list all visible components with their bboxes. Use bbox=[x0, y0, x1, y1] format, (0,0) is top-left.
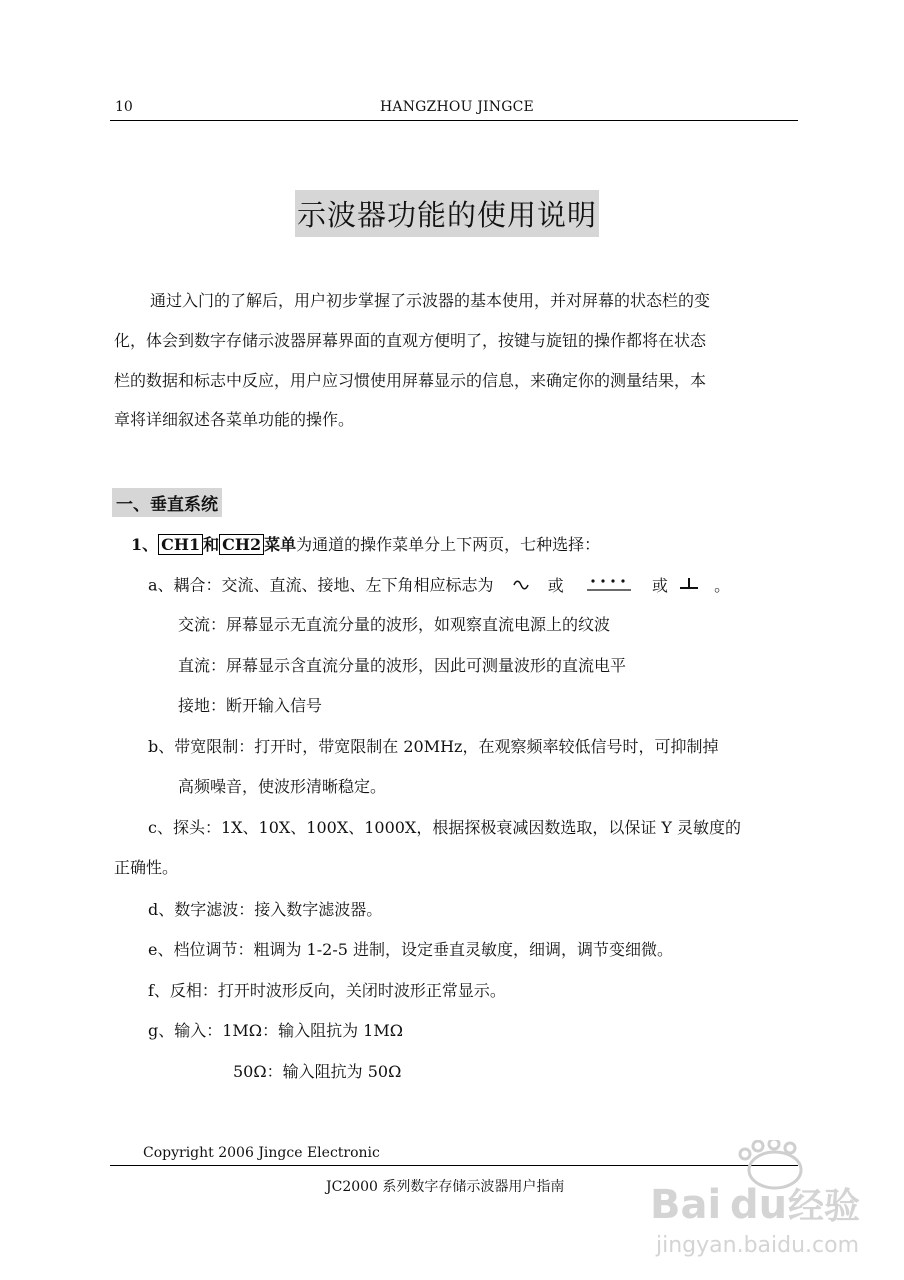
ground-coupling-icon bbox=[679, 575, 699, 597]
item1-desc: 为通道的操作菜单分上下两页，七种选择： bbox=[296, 535, 601, 554]
footer-copyright: Copyright 2006 Jingce Electronic bbox=[143, 1145, 380, 1161]
coupling-or-1: 或 bbox=[547, 575, 564, 595]
item1-and: 和 bbox=[203, 535, 220, 554]
coupling-line bbox=[148, 574, 730, 598]
coupling-or-2: 或 bbox=[651, 575, 668, 595]
bandwidth-line-1: b、带宽限制：打开时，带宽限制在 20MHz，在观察频率较低信号时，可抑制掉 bbox=[148, 737, 719, 756]
intro-line-2: 化，体会到数字存储示波器屏幕界面的直观方便明了，按键与旋钮的操作都将在状态 bbox=[114, 331, 707, 350]
input-line-1: g、输入：1MΩ：输入阻抗为 1MΩ bbox=[148, 1021, 403, 1040]
header-rule bbox=[110, 120, 798, 121]
baidu-watermark bbox=[650, 1140, 880, 1270]
intro-line-4: 章将详细叙述各菜单功能的操作。 bbox=[114, 410, 355, 429]
digital-filter-line: d、数字滤波：接入数字滤波器。 bbox=[148, 900, 383, 919]
dc-coupling-icon bbox=[587, 574, 631, 598]
page-number: 10 bbox=[115, 99, 133, 115]
probe-line-2: 正确性。 bbox=[114, 858, 179, 877]
section-heading: 一、垂直系统 bbox=[112, 488, 222, 517]
bandwidth-line-2: 高频噪音，使波形清晰稳定。 bbox=[178, 777, 387, 796]
ch2-key: CH2 bbox=[219, 534, 264, 555]
item1-menu: 菜单 bbox=[264, 535, 297, 554]
probe-line-1: c、探头：1X、10X、100X、1000X，根据探极衰减因数选取，以保证 Y 灵敏度的 bbox=[148, 818, 742, 837]
footer-doc-title: JC2000 系列数字存储示波器用户指南 bbox=[326, 1179, 565, 1195]
header-company: HANGZHOU JINGCE bbox=[380, 99, 534, 115]
coupling-gnd-desc: 接地：断开输入信号 bbox=[178, 696, 323, 715]
item1-number: 1、 bbox=[131, 535, 159, 554]
intro-line-3: 栏的数据和标志中反应，用户应习惯使用屏幕显示的信息，来确定你的测量结果，本 bbox=[114, 371, 707, 390]
ch1-key: CH1 bbox=[158, 534, 203, 555]
watermark-brand-du: du bbox=[730, 1182, 788, 1228]
ac-coupling-icon bbox=[513, 575, 529, 597]
coupling-dc-desc: 直流：屏幕显示含直流分量的波形，因此可测量波形的直流电平 bbox=[178, 656, 627, 675]
page-title: 示波器功能的使用说明 bbox=[295, 190, 599, 237]
watermark-cn: 经验 bbox=[788, 1186, 861, 1227]
volts-div-line: e、档位调节：粗调为 1-2-5 进制，设定垂直灵敏度，细调，调节变细微。 bbox=[148, 940, 673, 959]
coupling-text: a、耦合：交流、直流、接地、左下角相应标志为 bbox=[148, 575, 494, 595]
coupling-ac-desc: 交流：屏幕显示无直流分量的波形，如观察直流电源上的纹波 bbox=[178, 615, 611, 634]
input-line-2: 50Ω：输入阻抗为 50Ω bbox=[233, 1062, 402, 1081]
intro-line-1: 通过入门的了解后，用户初步掌握了示波器的基本使用，并对屏幕的状态栏的变 bbox=[150, 291, 711, 310]
watermark-url: jingyan.baidu.com bbox=[656, 1233, 860, 1258]
watermark-brand: Bai bbox=[650, 1182, 722, 1228]
item1-line bbox=[131, 534, 600, 556]
coupling-end: 。 bbox=[714, 575, 731, 595]
invert-line: f、反相：打开时波形反向，关闭时波形正常显示。 bbox=[148, 981, 506, 1000]
